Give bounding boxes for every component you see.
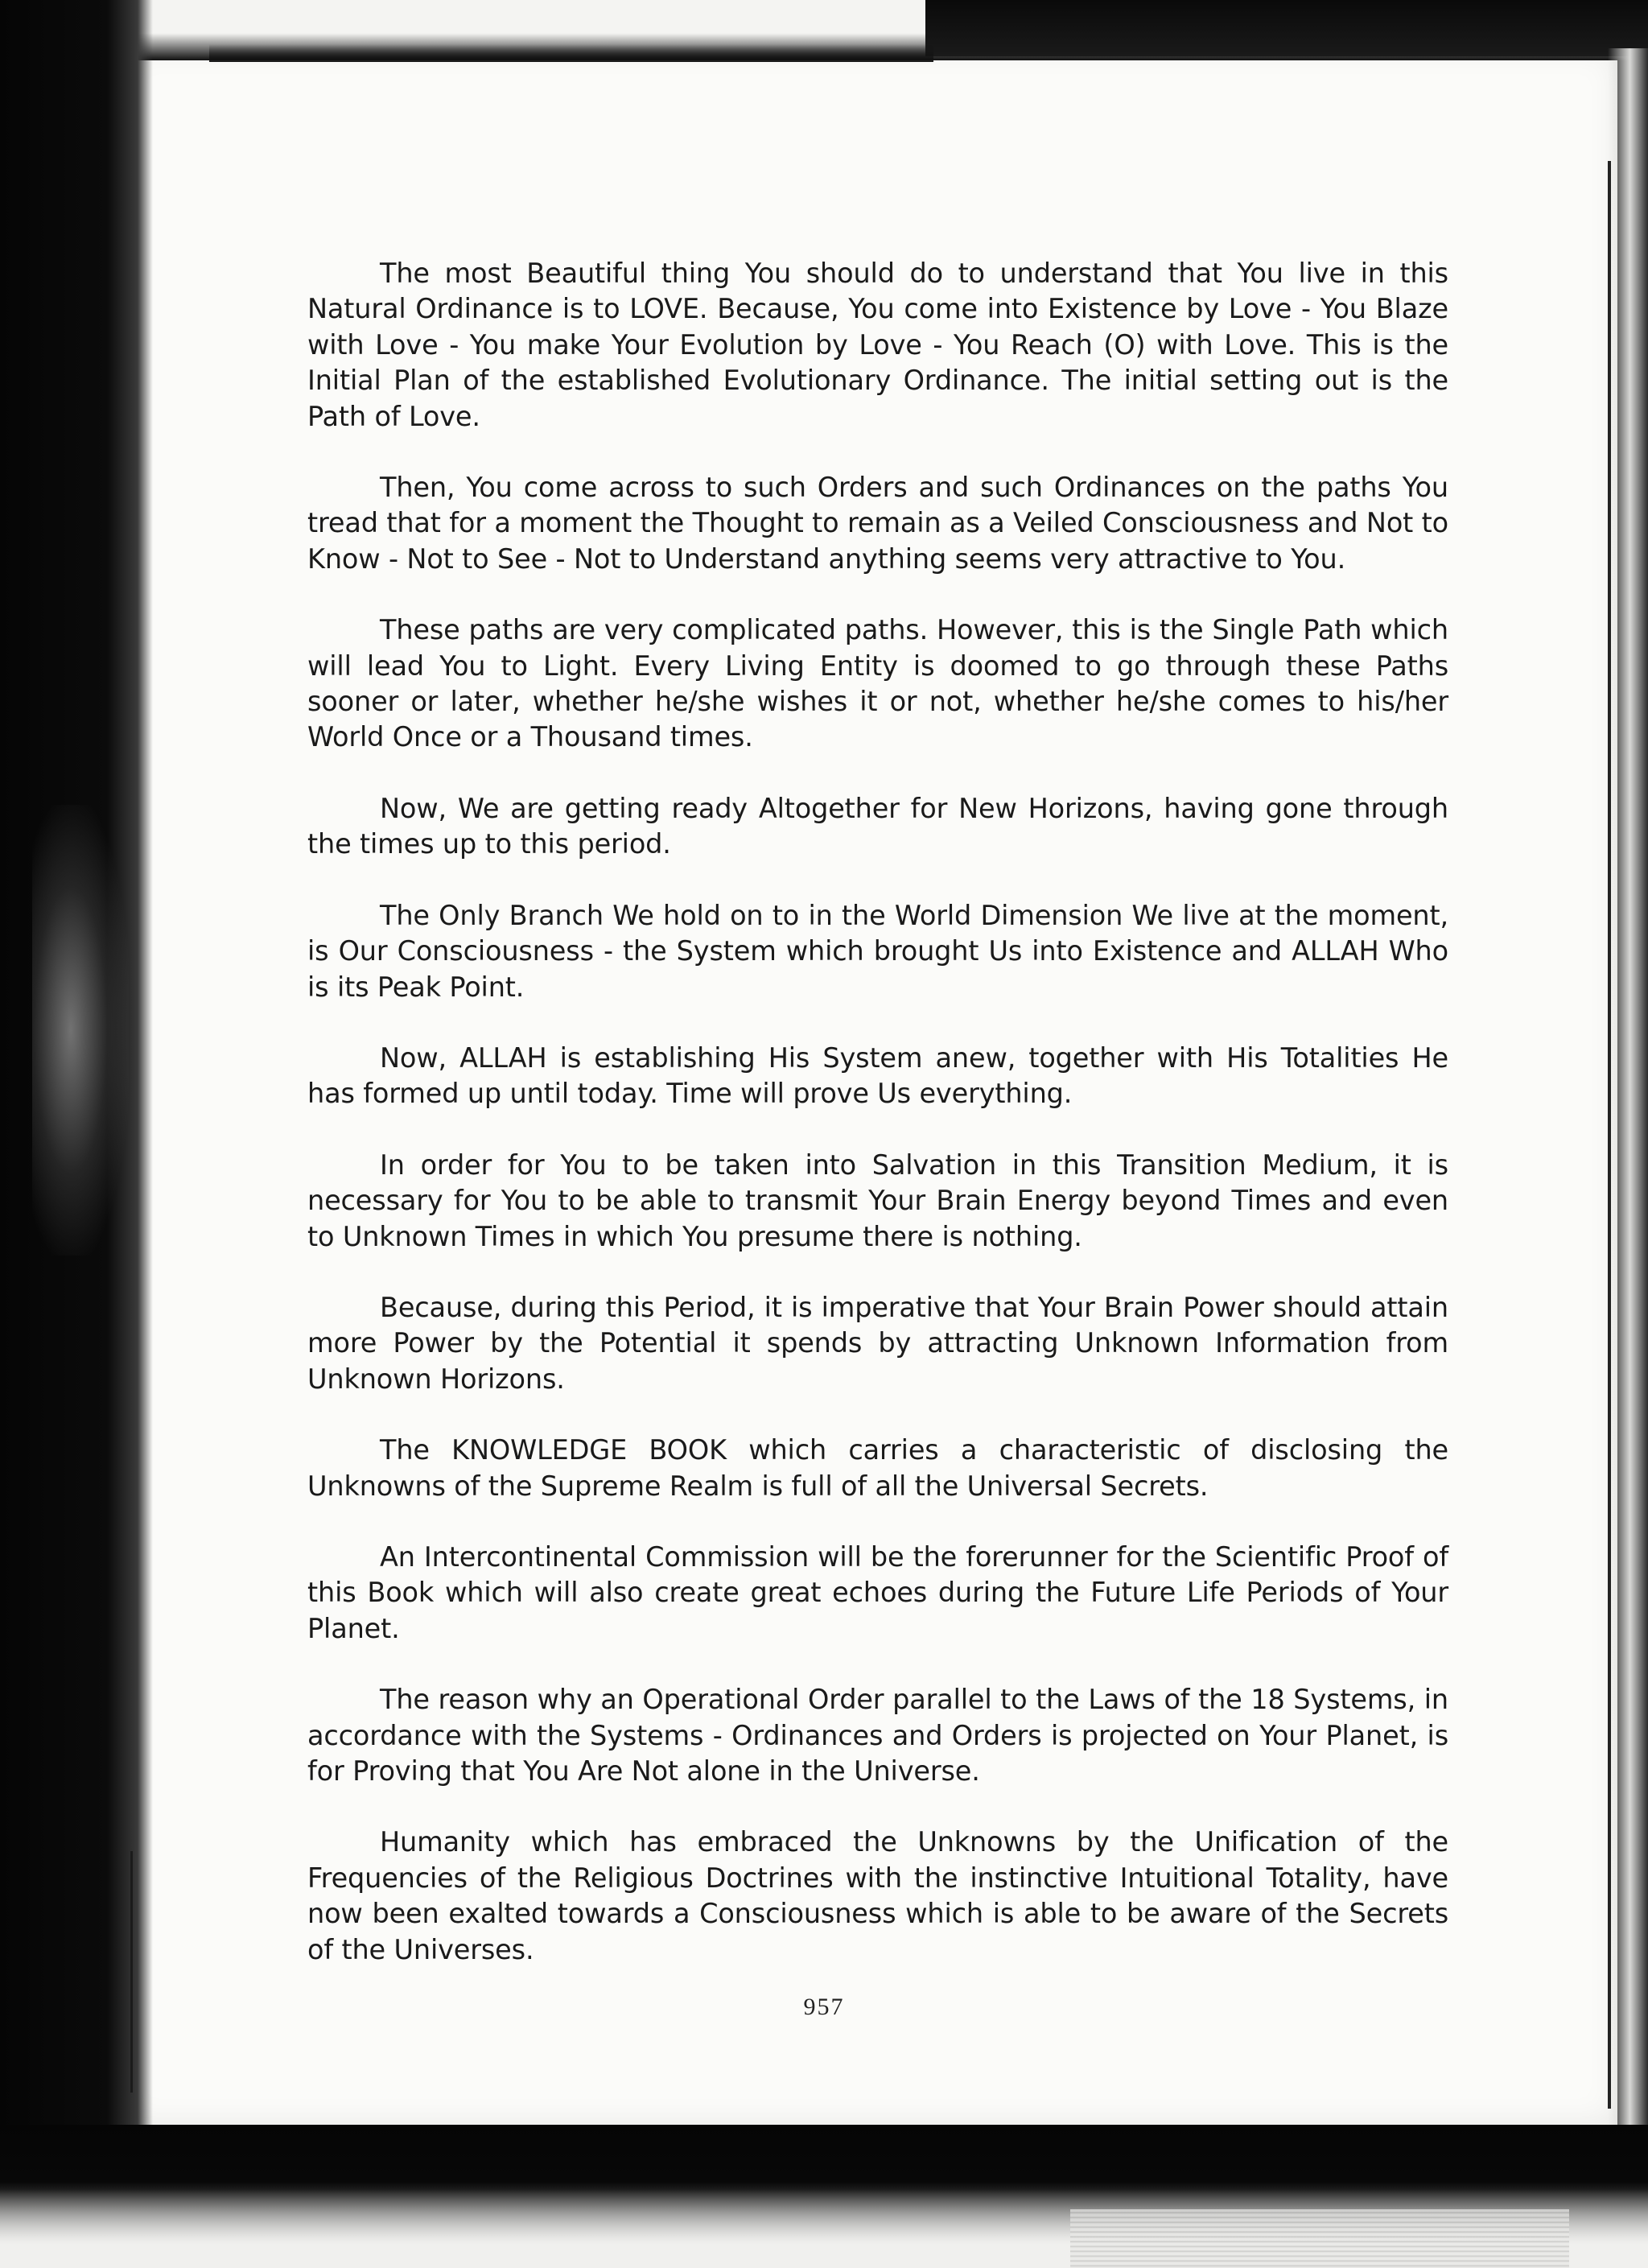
- scan-streaks: [1070, 2209, 1569, 2268]
- paragraph: The reason why an Operational Order parallel to the Laws of the 18 Systems, in accordance with the Systems - Ordinances and Orders is projected on Your Planet, is for Proving that You Are Not alone in the Universe.: [307, 1684, 1448, 1787]
- paragraph: An Intercontinental Commission will be the forerunner for the Scientific Proof of this Book which will also create great echoes during the Future Life Periods of Your Planet.: [307, 1540, 1448, 1644]
- paragraph: The Only Branch We hold on to in the World Dimension We live at the moment, is Our Consciousness - the System which brought Us into Existence and ALLAH Who is its Peak Point.: [307, 899, 1448, 1003]
- page-edge-line-left: [130, 1851, 133, 2093]
- paragraph: Humanity which has embraced the Unknowns by the Unification of the Frequencies of the Religious Doctrines with the instinctive Intuitional Totality, have now been exalted towards a Consciousness which is able to be aware of the Secrets of the Universes.: [307, 1826, 1448, 1965]
- paragraph: Because, during this Period, it is imperative that Your Brain Power should attain more Power by the Potential it spends by attracting Unknown Information from Unknown Horizons.: [307, 1291, 1448, 1395]
- scan-edge-top-shadow: [209, 44, 933, 62]
- paragraph: Now, ALLAH is establishing His System anew, together with His Totalities He has formed up until today. Time will prove Us everything.: [307, 1041, 1448, 1110]
- page-edge-line-right: [1608, 161, 1611, 2109]
- paragraph: The most Beautiful thing You should do to understand that You live in this Natural Ordinance is to LOVE. Because, You come into Existence by Love - You Blaze with Love - You make Your Evolution by Love - You Reach (O) with Love. This is the Initial Plan of the established Evolutionary Ordinance. The initial setting out is the Path of Love.: [307, 258, 1448, 432]
- paragraph: Now, We are getting ready Altogether for New Horizons, having gone through the times up to this period.: [307, 792, 1448, 860]
- paragraph: Then, You come across to such Orders and such Ordinances on the paths You tread that for a moment the Thought to remain as a Veiled Consciousness and Not to Know - Not to See - Not to Understand anything seems very attractive to You.: [307, 472, 1448, 575]
- paragraph: These paths are very complicated paths. However, this is the Single Path which will lead You to Light. Every Living Entity is doomed to go through these Paths sooner or later, whether he/she wishes it or not, whether he/she comes to his/her World Once or a Thousand times.: [307, 614, 1448, 753]
- paragraph: In order for You to be taken into Salvation in this Transition Medium, it is necessary for You to be able to transmit Your Brain Energy beyond Times and even to Unknown Times in which You presume there is nothing.: [307, 1148, 1448, 1252]
- scan-edge-right: [1608, 48, 1648, 2125]
- scan-edge-left-glare: [32, 805, 129, 1256]
- page-number: 957: [803, 1994, 845, 2020]
- body-text: [307, 256, 1448, 2003]
- scan-edge-top-dark: [925, 0, 1648, 56]
- paragraph: The KNOWLEDGE BOOK which carries a characteristic of disclosing the Unknowns of the Supreme Realm is full of all the Universal Secrets.: [307, 1434, 1448, 1502]
